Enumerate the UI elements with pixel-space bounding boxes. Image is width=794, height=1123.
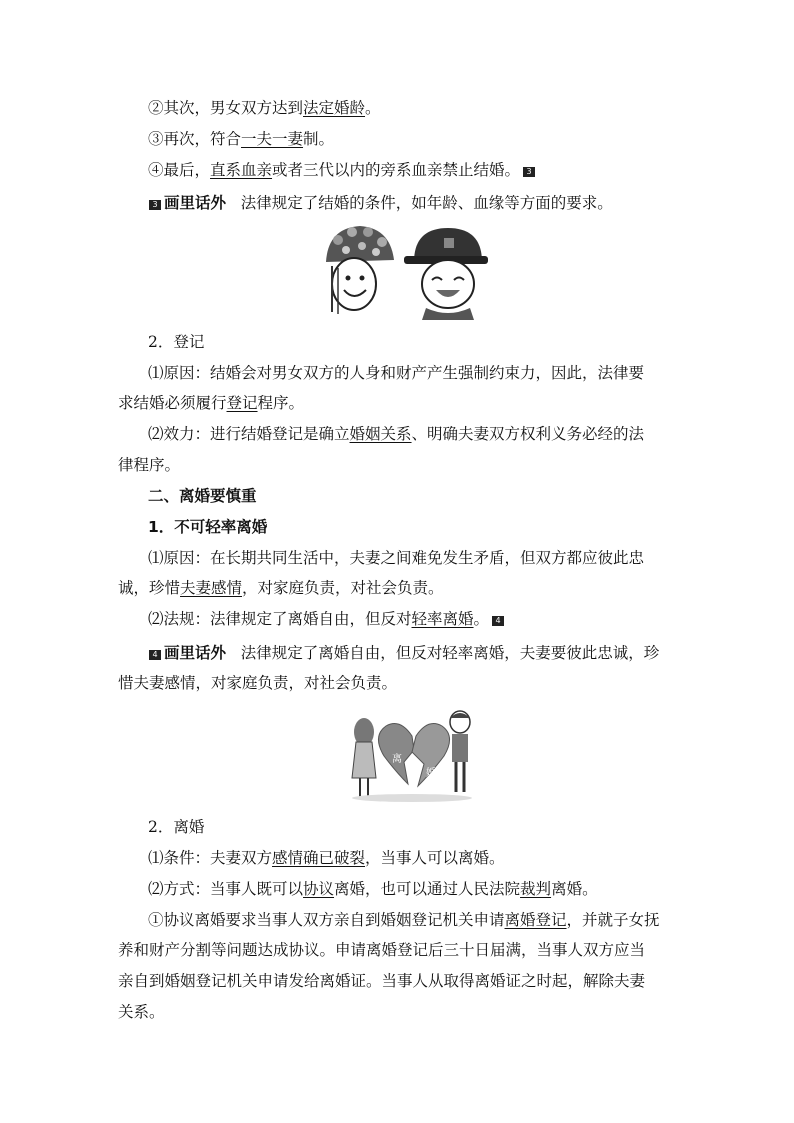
subheading-no-rash-divorce: 1．不可轻率离婚 [148, 518, 268, 536]
divorce-reason-line2: 诚，珍惜夫妻感情，对家庭负责，对社会负责。 [118, 579, 444, 597]
note-marker-icon: 4 [492, 616, 504, 626]
registration-reason-line1: ⑴原因：结婚会对男女双方的人身和财产产生强制约束力，因此，法律要 [148, 364, 645, 382]
agreement-divorce-line3: 亲自到婚姻登记机关申请发给离婚证。当事人从取得离婚证之时起，解除夫妻 [118, 972, 646, 990]
heart-word-right: 婚 [426, 768, 436, 779]
item-legal-age: ②其次，男女双方达到法定婚龄。 [148, 99, 381, 117]
heading-registration: 2．登记 [148, 333, 205, 351]
divorce-reason-line1: ⑴原因：在长期共同生活中，夫妻之间难免发生矛盾，但双方都应彼此忠 [148, 549, 645, 567]
agreement-divorce-line2: 养和财产分割等问题达成协议。申请离婚登记后三十日届满，当事人双方应当 [118, 941, 646, 959]
agreement-divorce-line1: ①协议离婚要求当事人双方亲自到婚姻登记机关申请离婚登记，并就子女抚 [148, 911, 660, 929]
agreement-divorce-line4: 关系。 [118, 1003, 165, 1021]
picture-note-divorce-line2: 惜夫妻感情，对家庭负责，对社会负责。 [118, 674, 398, 692]
registration-effect-line1: ⑵效力：进行结婚登记是确立婚姻关系、明确夫妻双方权利义务必经的法 [148, 425, 645, 443]
registration-reason-line2: 求结婚必须履行登记程序。 [118, 394, 305, 412]
broken-heart-illustration [346, 706, 478, 804]
section-heading-divorce: 二、离婚要慎重 [148, 487, 257, 505]
picture-note-divorce-line1: 4 画里话外 法律规定了离婚自由，但反对轻率离婚，夫妻要彼此忠诚，珍 [146, 642, 659, 664]
registration-effect-line2: 律程序。 [118, 456, 181, 474]
item-blood-relation: ④最后，直系血亲或者三代以内的旁系血亲禁止结婚。 3 [148, 159, 538, 181]
heading-divorce: 2．离婚 [148, 818, 205, 836]
divorce-law-line: ⑵法规：法律规定了离婚自由，但反对轻率离婚。 4 [148, 608, 507, 630]
divorce-way-line: ⑵方式：当事人既可以协议离婚，也可以通过人民法院裁判离婚。 [148, 880, 598, 898]
item-monogamy: ③再次，符合一夫一妻制。 [148, 130, 335, 148]
heart-word-left: 离 [392, 754, 402, 765]
note-marker-icon: 3 [149, 200, 161, 210]
bride-groom-illustration [318, 222, 488, 320]
note-marker-icon: 4 [149, 650, 161, 660]
picture-note-marriage: 3 画里话外 法律规定了结婚的条件，如年龄、血缘等方面的要求。 [146, 192, 613, 214]
divorce-condition-line: ⑴条件：夫妻双方感情确已破裂，当事人可以离婚。 [148, 849, 505, 867]
note-marker-icon: 3 [523, 167, 535, 177]
